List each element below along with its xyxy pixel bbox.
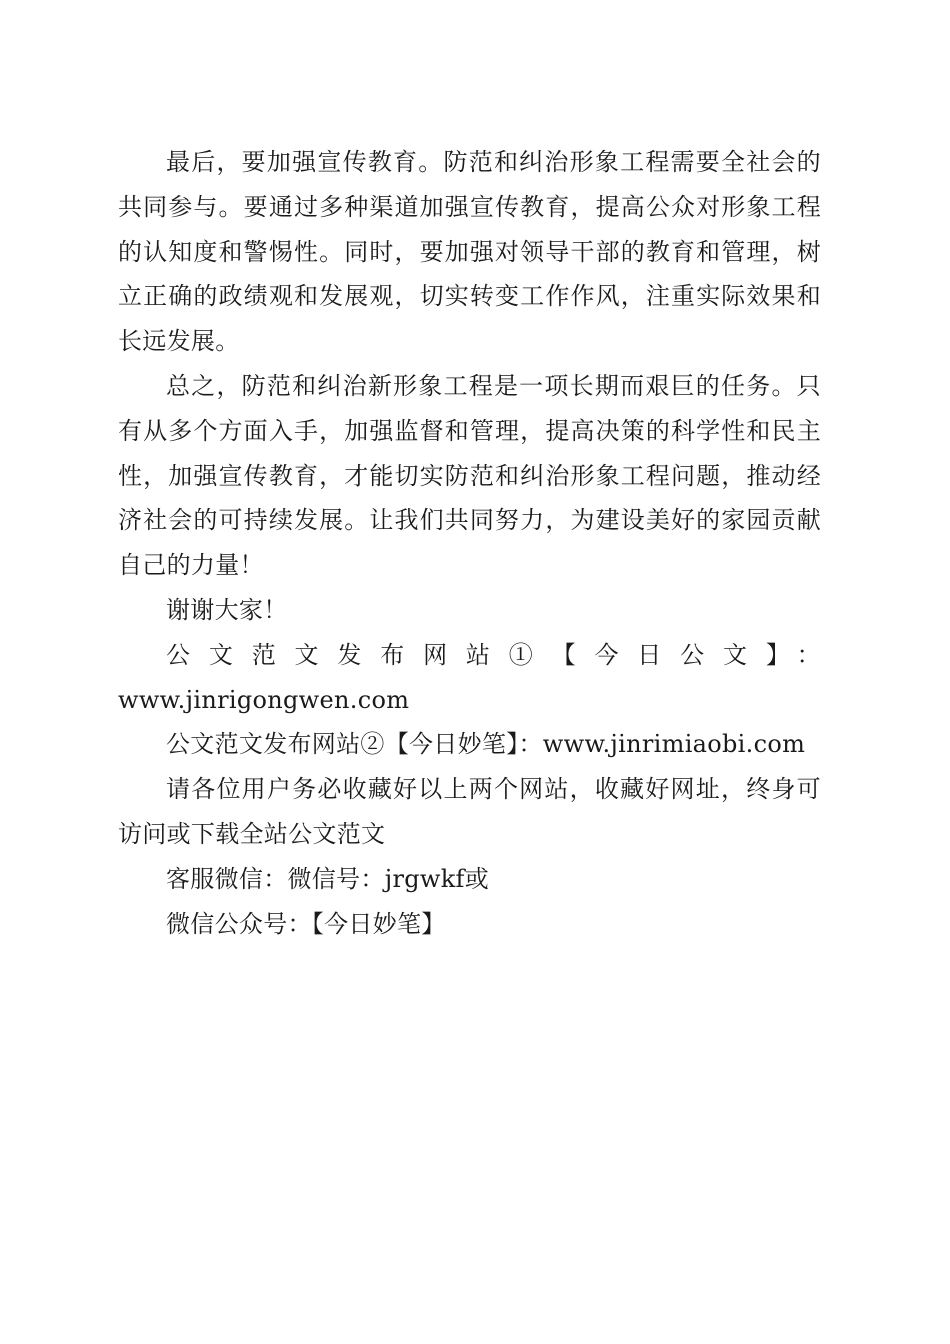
site1-label: 公文范文发布网站①【今日公文】： [166,640,821,669]
paragraph-thanks: 谢谢大家！ [166,595,288,624]
bookmark-notice: 请各位用户务必收藏好以上两个网站，收藏好网址，终身可访问或下载全站公文范文 [118,775,821,848]
site1-url: www.jinrigongwen.com [118,685,410,714]
official-account: 微信公众号：【今日妙笔】 [166,909,446,938]
site2-line: 公文范文发布网站②【今日妙笔】：www.jinrimiaobi.com [166,730,806,759]
paragraph-publicity-education: 最后，要加强宣传教育。防范和纠治形象工程需要全社会的共同参与。要通过多种渠道加强宣传教育，提高公众对形象工程的认知度和警惕性。同时，要加强对领导干部的教育和管理，树立正确的政绩观和发展观，切实转变工作作风，注重实际效果和长远发展。 [118,148,821,356]
paragraph-conclusion: 总之，防范和纠治新形象工程是一项长期而艰巨的任务。只有从多个方面入手，加强监督和管理，提高决策的科学性和民主性，加强宣传教育，才能切实防范和纠治形象工程问题，推动经济社会的可持续发展。让我们共同努力，为建设美好的家园贡献自己的力量！ [118,371,821,580]
document-body [118,140,821,946]
service-wechat: 客服微信：微信号：jrgwkf或 [166,864,490,893]
